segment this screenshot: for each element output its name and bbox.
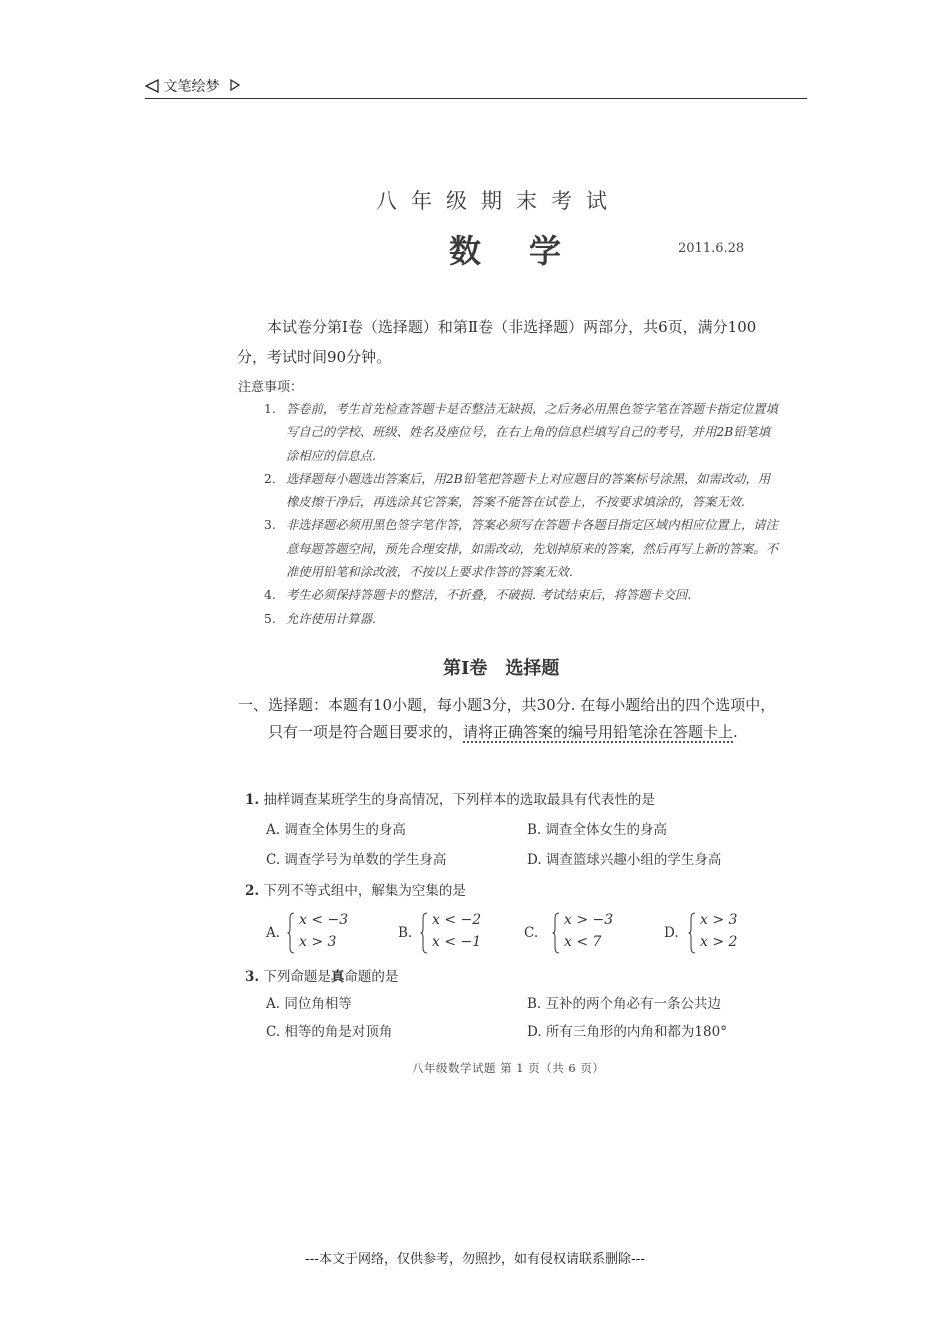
part1-text-end: .: [733, 723, 738, 741]
part1-text-a: 选择题：本题有10小题，每小题3分，共30分. 在每小题给出的四个选项中，只有一项是符合题目要求的，: [268, 696, 776, 741]
option-a: A. 同位角相等: [266, 996, 352, 1012]
inequality-line-2: x > 2: [700, 934, 738, 950]
question-1: [245, 788, 655, 808]
brace-icon: [552, 912, 560, 954]
part1-label: 一、: [238, 696, 269, 714]
notice-num: 2.: [264, 471, 276, 486]
notice-num: 5.: [264, 611, 276, 626]
notice-text: 考生必须保持答题卡的整洁，不折叠，不破损. 考试结束后，将答题卡交回.: [286, 588, 692, 603]
notice-text: 允许使用计算器.: [286, 611, 376, 626]
question-num: 3.: [245, 969, 260, 985]
notice-list: [264, 398, 778, 631]
brace-icon: [287, 912, 295, 954]
brace-icon: [688, 912, 696, 954]
notice-item: [264, 608, 778, 631]
intro-text: 本试卷分第Ⅰ卷（选择题）和第Ⅱ卷（非选择题）两部分，共6页，满分100分，考试时间90分钟。: [237, 318, 757, 366]
disclaimer: ---本文于网络，仅供参考，勿照抄，如有侵权请联系删除---: [304, 1252, 646, 1267]
inequality-line-2: x < −1: [432, 934, 482, 950]
inequality-line-1: x < −3: [299, 912, 349, 928]
system-label-a: A.: [266, 925, 281, 941]
option-a: A. 调查全体男生的身高: [266, 822, 406, 838]
inequality-line-2: x < 7: [564, 934, 602, 950]
part1-text: [238, 692, 783, 746]
notice-num: 4.: [264, 588, 276, 603]
question-stem-c: 命题的是: [344, 969, 399, 985]
inequality-line-2: x > 3: [299, 934, 337, 950]
option-b: B. 互补的两个角必有一条公共边: [527, 996, 722, 1012]
question-2: [245, 879, 466, 899]
notice-item: [264, 398, 778, 468]
question-num: 2.: [245, 883, 260, 899]
notice-text: 选择题每小题选出答案后，用2B铅笔把答题卡上对应题目的答案标号涂黑，如需改动，用橡皮擦干净后，再选涂其它答案，答案不能答在试卷上，不按要求填涂的，答案无效.: [286, 471, 771, 510]
notice-item: [264, 468, 778, 515]
notice-text: 答卷前，考生首先检查答题卡是否整洁无缺损，之后务必用黑色签字笔在答题卡指定位置填写自己的学校、班级、姓名及座位号，在右上角的信息栏填写自己的考号，并用2B铅笔填涂相应的信息点.: [286, 402, 778, 463]
section-title: 第Ⅰ卷 选择题: [443, 658, 560, 679]
exam-title: 八年级期末考试: [376, 189, 621, 213]
option-d: D. 调查篮球兴趣小组的学生身高: [527, 852, 722, 868]
question-stem: 抽样调查某班学生的身高情况，下列样本的选取最具有代表性的是: [263, 792, 655, 808]
option-c: C. 相等的角是对顶角: [266, 1024, 393, 1040]
notice-title: 注意事项：: [238, 380, 304, 395]
part1-text-emphasis: 请将正确答案的编号用铅笔涂在答题卡上: [463, 723, 734, 741]
inequality-line-1: x > −3: [564, 912, 614, 928]
option-d: D. 所有三角形的内角和都为180°: [527, 1024, 727, 1040]
question-3: [245, 965, 398, 985]
question-stem-a: 下列命题是: [263, 969, 331, 985]
brand: [145, 76, 240, 96]
inequality-line-1: x < −2: [432, 912, 482, 928]
notice-num: 1.: [264, 402, 276, 416]
question-stem: 下列不等式组中，解集为空集的是: [263, 883, 466, 899]
notice-text: 非选择题必须用黑色签字笔作答，答案必须写在答题卡各题目指定区域内相应位置上，请注意每题答题空间，预先合理安排，如需改动，先划掉原来的答案，然后再写上新的答案。不准使用铅笔和涂改液，不按以上要求作答的答案无效.: [286, 518, 778, 580]
exam-date: 2011.6.28: [678, 241, 745, 256]
brand-text: 文笔绘梦: [163, 79, 220, 95]
notice-item: [264, 584, 778, 607]
part1-instructions: [238, 692, 783, 746]
notice-num: 3.: [264, 518, 276, 533]
exam-intro: [237, 312, 777, 372]
brace-icon: [420, 912, 428, 954]
option-b: B. 调查全体女生的身高: [527, 822, 668, 838]
system-label-d: D.: [664, 925, 679, 941]
inequality-line-1: x > 3: [700, 912, 738, 928]
left-triangle-icon: [145, 79, 159, 93]
question-num: 1.: [245, 792, 260, 808]
right-triangle-icon: [230, 79, 240, 91]
exam-subject: 数学: [449, 232, 610, 270]
system-label-b: B.: [398, 925, 413, 941]
page-header: [145, 74, 807, 99]
question-stem-emphasis: 真: [330, 969, 345, 985]
page-footer: 八年级数学试题 第 1 页（共 6 页）: [412, 1061, 605, 1075]
option-c: C. 调查学号为单数的学生身高: [266, 852, 447, 868]
system-label-c: C.: [524, 925, 539, 941]
notice-item: [264, 514, 778, 584]
